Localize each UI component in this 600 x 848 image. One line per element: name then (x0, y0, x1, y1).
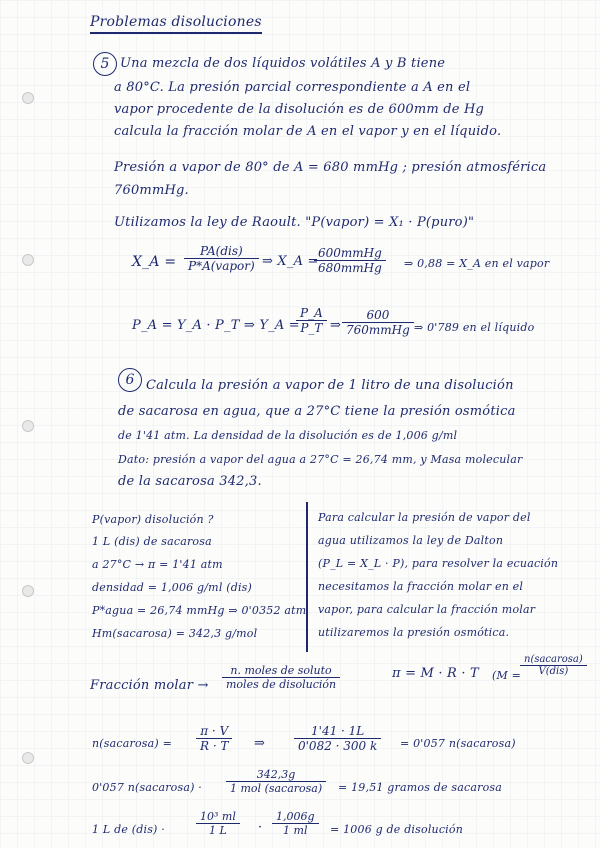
title-underline (90, 32, 262, 34)
dis-dot: · (258, 820, 263, 835)
given-line: 1 L (dis) de sacarosa (92, 535, 212, 548)
problem-5-data-line: Presión a vapor de 80° de A = 680 mmHg ; presión atmosférica (114, 160, 547, 175)
problem-5-statement-line: vapor procedente de la disolución es de 600mm de Hg (114, 102, 485, 117)
mass-denominator: 1 mol (sacarosa) (230, 782, 323, 795)
n-denominator: R · T (200, 739, 229, 753)
punch-hole (22, 254, 34, 266)
eq2-numerator-2: 600 (342, 308, 414, 323)
dis-fraction-2 (272, 810, 319, 837)
problem-6-statement-line: de sacarosa en agua, que a 27°C tiene la presión osmótica (118, 404, 516, 419)
problem-5-number: 5 (93, 52, 117, 76)
eq2-numerator: P_A (296, 306, 327, 321)
dis-result: = 1006 g de disolución (330, 823, 464, 836)
eq1-mid: ⇒ X_A = (262, 254, 319, 269)
n-numerator: π · V (196, 724, 232, 739)
n-result: = 0'057 n(sacarosa) (400, 737, 516, 750)
problem-5-statement-line: Una mezcla de dos líquidos volátiles A y B tiene (120, 56, 446, 71)
eq2-denominator-2: 760mmHg (346, 323, 410, 337)
given-line: a 27°C → π = 1'41 atm (92, 558, 223, 571)
eq1-denominator: P*A(vapor) (188, 259, 255, 273)
mass-numerator: 342,3g (226, 768, 326, 782)
osmotic-equation: π = M · R · T (392, 666, 479, 681)
punch-hole (22, 92, 34, 104)
mass-result: = 19,51 gramos de sacarosa (338, 781, 503, 794)
punch-hole (22, 585, 34, 597)
osmotic-m-denominator: V(dis) (538, 666, 569, 677)
dis-denominator: 1 L (209, 824, 227, 837)
osmotic-m-fraction (520, 654, 587, 677)
eq2-fraction-2 (342, 308, 414, 337)
problem-6-statement-line: Calcula la presión a vapor de 1 litro de una disolución (146, 378, 514, 393)
explanation-line: Para calcular la presión de vapor del (318, 511, 531, 524)
dis-fraction (196, 810, 240, 837)
eq1-fraction-2 (314, 246, 386, 275)
explanation-line: vapor, para calcular la fracción molar (318, 603, 536, 616)
problem-6-statement-line: de la sacarosa 342,3. (118, 474, 262, 489)
explanation-line: agua utilizamos la ley de Dalton (318, 534, 504, 547)
eq2-denominator: P_T (300, 321, 323, 335)
dis-denominator-2: 1 ml (283, 824, 308, 837)
eq1-result: ⇒ 0,88 = X_A en el vapor (404, 257, 550, 270)
mass-fraction (226, 768, 326, 795)
given-line: P*agua = 26,74 mmHg ⇒ 0'0352 atm (92, 604, 307, 617)
explanation-line: necesitamos la fracción molar en el (318, 580, 524, 593)
problem-6-number: 6 (118, 368, 142, 392)
problem-5-statement-line: calcula la fracción molar de A en el vapor y en el líquido. (114, 124, 502, 139)
eq2-mid: ⇒ (330, 318, 342, 333)
eq1-numerator-2: 600mmHg (314, 246, 386, 261)
n-denominator-2: 0'082 · 300 k (298, 739, 378, 753)
explanation-line: utilizaremos la presión osmótica. (318, 626, 510, 639)
explanation-line: (P_L = X_L · P), para resolver la ecuación (318, 557, 559, 570)
given-line: Hm(sacarosa) = 342,3 g/mol (92, 627, 258, 640)
n-mid: ⇒ (254, 736, 266, 751)
osmotic-m-numerator: n(sacarosa) (520, 654, 587, 666)
n-sacarosa-lhs: n(sacarosa) = (92, 737, 172, 750)
punch-hole (22, 420, 34, 432)
dis-numerator-2: 1,006g (272, 810, 319, 824)
punch-hole (22, 752, 34, 764)
problem-5-data-line: 760mmHg. (114, 183, 189, 198)
osmotic-m-lhs: (M = (492, 669, 522, 682)
problem-5-statement-line: a 80°C. La presión parcial correspondiente a A en el (114, 80, 471, 95)
molar-fraction-denominator: moles de disolución (226, 678, 337, 691)
eq2-lhs: P_A = Y_A · P_T ⇒ Y_A = (132, 318, 300, 333)
dis-lhs: 1 L de (dis) · (92, 823, 165, 836)
mass-lhs: 0'057 n(sacarosa) · (92, 781, 202, 794)
eq1-denominator-2: 680mmHg (318, 261, 382, 275)
problem-6-statement-line: Dato: presión a vapor del agua a 27°C = 26,74 mm, y Masa molecular (118, 453, 523, 466)
eq2-result: ⇒ 0'789 en el líquido (414, 321, 535, 334)
molar-fraction-numerator: n. moles de soluto (222, 664, 340, 678)
problem-6-statement-line: de 1'41 atm. La densidad de la disolución es de 1,006 g/ml (118, 429, 458, 442)
molar-fraction-label: Fracción molar → (90, 678, 209, 693)
eq1-lhs: X_A = (132, 254, 177, 270)
n-fraction (196, 724, 232, 753)
column-divider (306, 502, 308, 652)
given-line: densidad = 1,006 g/ml (dis) (92, 581, 253, 594)
dis-numerator: 10³ ml (196, 810, 240, 824)
molar-fraction (222, 664, 340, 691)
given-line: P(vapor) disolución ? (92, 513, 214, 526)
eq1-numerator: PA(dis) (184, 244, 259, 259)
eq1-fraction (184, 244, 259, 273)
n-fraction-2 (294, 724, 381, 753)
eq2-fraction (296, 306, 327, 335)
raoult-law: Utilizamos la ley de Raoult. "P(vapor) = X₁ · P(puro)" (114, 215, 475, 230)
page-title: Problemas disoluciones (90, 14, 262, 30)
n-numerator-2: 1'41 · 1L (294, 724, 381, 739)
